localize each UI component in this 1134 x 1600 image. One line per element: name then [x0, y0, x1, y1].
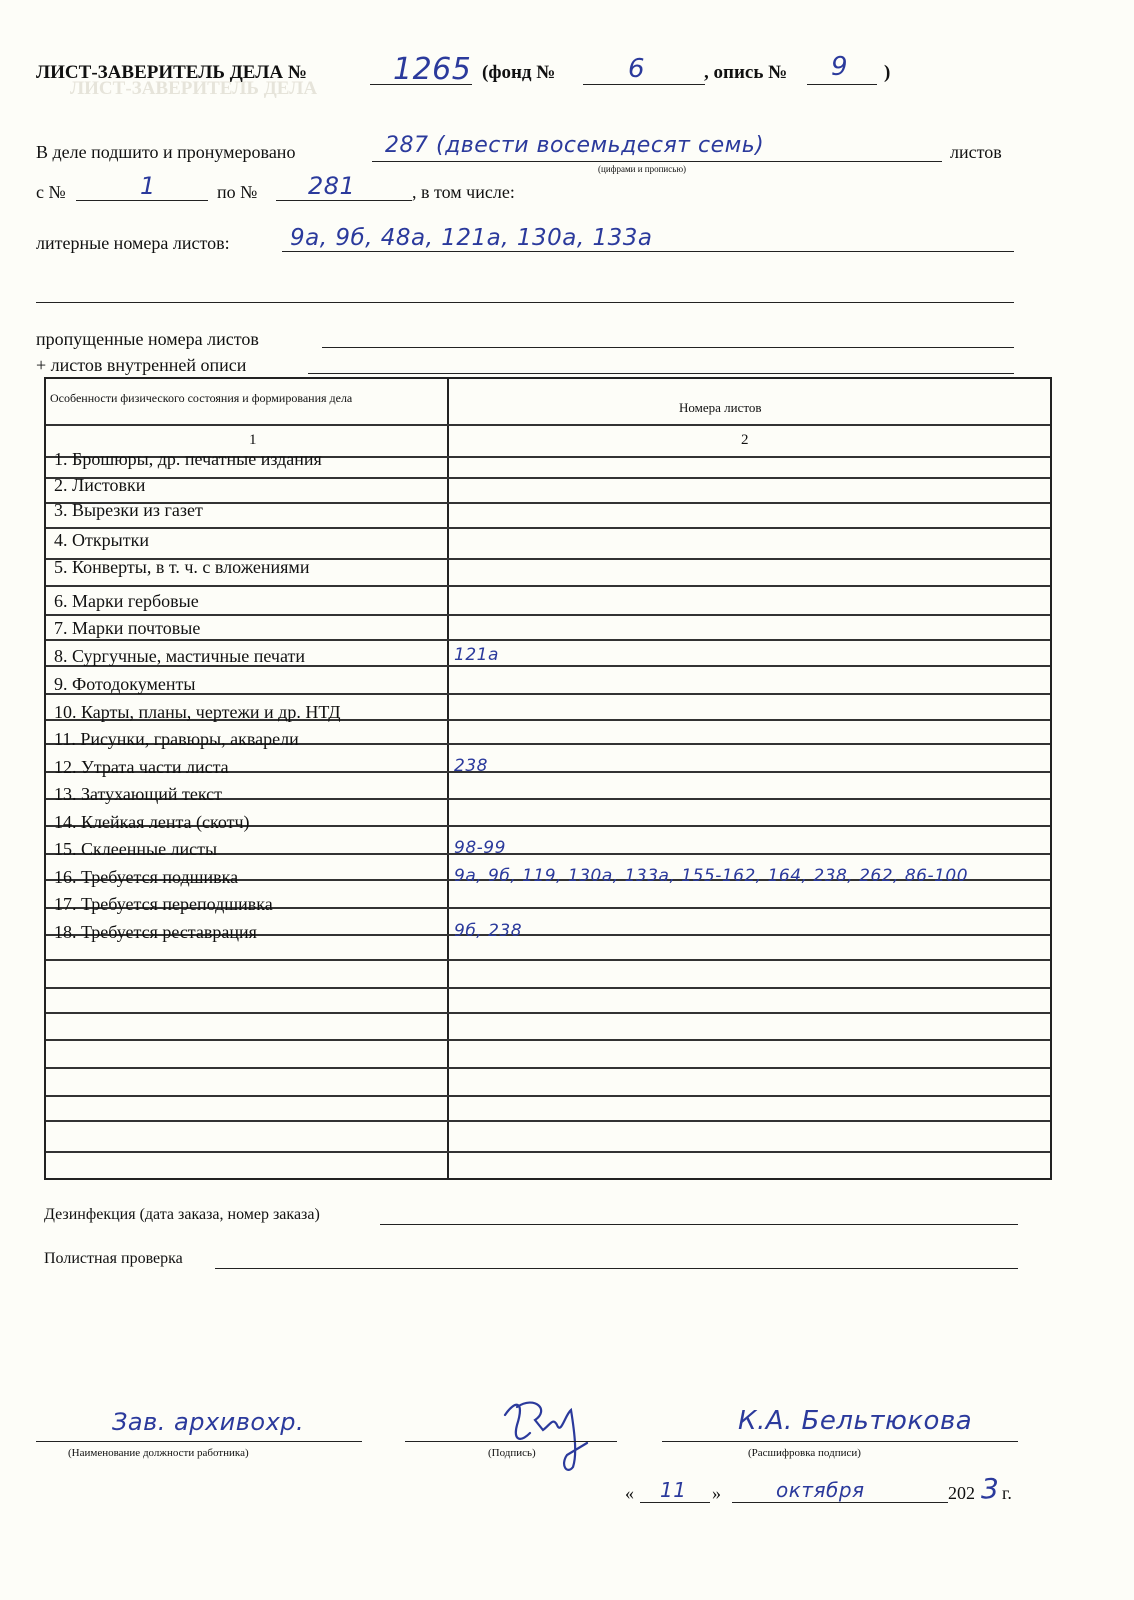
table-grid-line [46, 585, 1050, 587]
table-grid-line [46, 1012, 1050, 1014]
quote-close: » [712, 1483, 721, 1503]
date-month: октября [776, 1478, 865, 1502]
table-grid-line [46, 1095, 1050, 1097]
decoding-hint: (Расшифровка подписи) [748, 1447, 861, 1459]
col1-number: 1 [249, 432, 257, 448]
table-grid-line [46, 639, 1050, 641]
letter-label: литерные номера листов: [36, 233, 230, 253]
year-suffix: г. [1002, 1483, 1012, 1503]
from-value: 1 [140, 172, 156, 200]
show-through-text: ЛИСТ-ЗАВЕРИТЕЛЬ ДЕЛА [70, 78, 318, 99]
case-number: 1265 [393, 52, 472, 87]
table-row-label: 5. Конверты, в т. ч. с вложениями [54, 557, 310, 577]
table-row-label: 18. Требуется реставрация [54, 922, 257, 942]
sheets-word: листов [950, 142, 1002, 162]
missing-line [322, 347, 1014, 348]
table-grid-line [46, 477, 1050, 479]
including-label: , в том числе: [412, 182, 515, 202]
table-border [44, 377, 1052, 1180]
opis-line [807, 84, 877, 85]
fond-number: 6 [628, 54, 646, 84]
signature-hint: (Подпись) [488, 1447, 536, 1459]
table-grid-line [46, 987, 1050, 989]
stitched-line [372, 161, 942, 162]
col2-number: 2 [741, 432, 749, 448]
from-label: с № [36, 182, 66, 202]
table-row-value: 98-99 [454, 838, 506, 858]
table-grid-line [46, 527, 1050, 529]
table-row-label: 2. Листовки [54, 475, 146, 495]
signature [495, 1395, 605, 1475]
table-row-label: 4. Открытки [54, 530, 149, 550]
count-hint: (цифрами и прописью) [598, 164, 687, 174]
sheets-count: 287 (двести восемьдесят семь) [385, 133, 765, 158]
position-line [36, 1441, 362, 1442]
table-row-label: 14. Клейкая лента (скотч) [54, 812, 250, 832]
table-row-label: 8. Сургучные, мастичные печати [54, 646, 305, 666]
table-row-label: 11. Рисунки, гравюры, акварели [54, 729, 299, 749]
table-row-value: 238 [454, 756, 488, 776]
internal-label: + листов внутренней описи [36, 355, 247, 375]
table-row-value: 9б, 238 [454, 921, 523, 941]
table-grid-line [46, 614, 1050, 616]
month-line [732, 1502, 948, 1503]
to-label: по № [217, 182, 258, 202]
to-value: 281 [308, 172, 356, 200]
from-line [76, 200, 208, 201]
table-row-label: 1. Брошюры, др. печатные издания [54, 449, 322, 469]
table-row-label: 6. Марки гербовые [54, 591, 199, 611]
table-row-label: 15. Склеенные листы [54, 839, 218, 859]
letter-line [282, 251, 1014, 252]
table-column-divider [447, 377, 449, 1180]
disinfection-line [380, 1224, 1018, 1225]
year-digit: 3 [981, 1472, 1000, 1505]
signature-line [405, 1441, 617, 1442]
table-row-value: 121а [454, 645, 499, 665]
table-grid-line [46, 1151, 1050, 1153]
table-grid-line [46, 424, 1050, 426]
close-paren: ) [884, 62, 891, 83]
table-row-label: 10. Карты, планы, чертежи и др. НТД [54, 702, 341, 722]
disinfection-label: Дезинфекция (дата заказа, номер заказа) [44, 1206, 320, 1223]
table-grid-line [46, 959, 1050, 961]
check-line [215, 1268, 1018, 1269]
position-value: Зав. архивохр. [112, 1408, 305, 1436]
table-row-label: 13. Затухающий текст [54, 784, 223, 804]
date-day: 11 [660, 1478, 687, 1502]
table-row-label: 16. Требуется подшивка [54, 867, 239, 887]
table-row-value: 9а, 9б, 119, 130а, 133а, 155-162, 164, 238, 262, 86-100 [454, 866, 969, 886]
opis-label: , опись № [704, 62, 788, 83]
stitched-label: В деле подшито и пронумеровано [36, 142, 296, 162]
col2-header: Номера листов [679, 400, 762, 415]
internal-line [308, 373, 1014, 374]
decoding-line [662, 1441, 1018, 1442]
check-label: Полистная проверка [44, 1250, 183, 1267]
fond-line [583, 84, 705, 85]
letter-value: 9а, 9б, 48а, 121а, 130а, 133а [290, 225, 653, 251]
quote-open: « [625, 1483, 634, 1503]
col1-header: Особенности физического состояния и формирования дела [50, 391, 353, 405]
fond-label: (фонд № [482, 62, 556, 83]
condition-table [44, 377, 1051, 1179]
table-row-label: 7. Марки почтовые [54, 618, 201, 638]
table-grid-line [46, 693, 1050, 695]
table-row-label: 12. Утрата части листа [54, 757, 229, 777]
table-grid-line [46, 1039, 1050, 1041]
opis-number: 9 [831, 52, 849, 82]
page-title: ЛИСТ-ЗАВЕРИТЕЛЬ ДЕЛА № [36, 62, 307, 83]
table-row-label: 3. Вырезки из газет [54, 500, 203, 520]
table-grid-line [46, 1120, 1050, 1122]
day-line [640, 1502, 710, 1503]
year-prefix: 202 [948, 1483, 975, 1503]
letter-line-2 [36, 302, 1014, 303]
table-row-label: 17. Требуется переподшивка [54, 894, 273, 914]
missing-label: пропущенные номера листов [36, 329, 259, 349]
table-row-label: 9. Фотодокументы [54, 674, 196, 694]
decoding-value: К.А. Бельтюкова [738, 1406, 973, 1436]
position-hint: (Наименование должности работника) [68, 1447, 249, 1459]
to-line [276, 200, 412, 201]
table-grid-line [46, 1067, 1050, 1069]
